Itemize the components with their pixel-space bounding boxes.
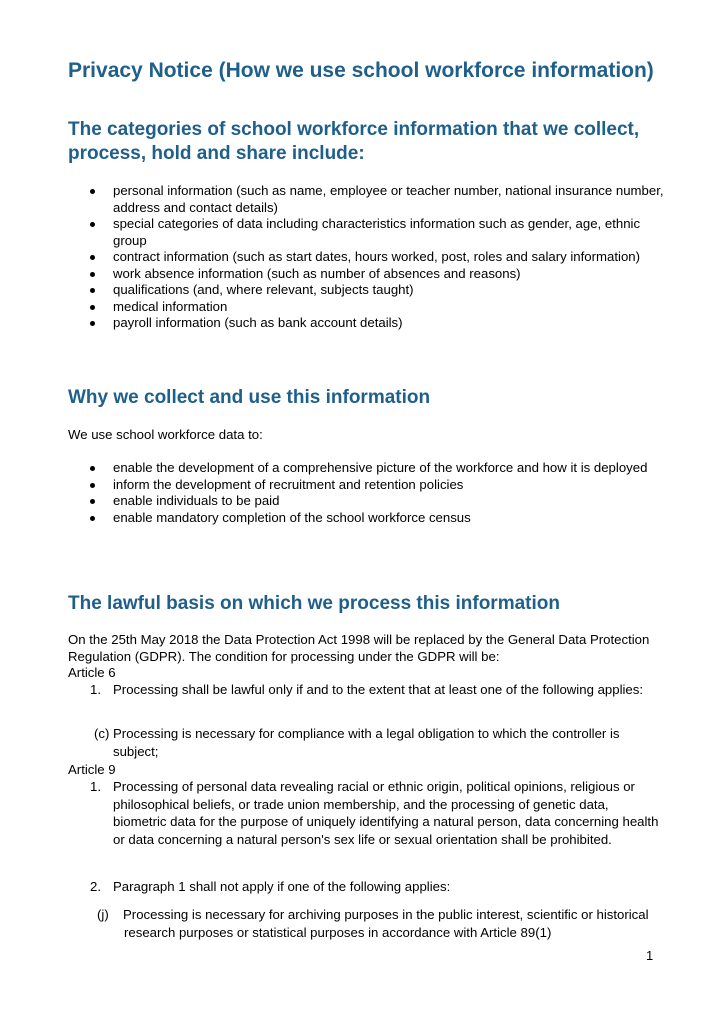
list-item: enable individuals to be paid (0, 493, 724, 510)
list-item: inform the development of recruitment and retention policies (0, 477, 724, 494)
bullet-icon (90, 255, 95, 260)
article-9-label: Article 9 (68, 762, 116, 777)
article-9-item-2-text: Paragraph 1 shall not apply if one of the following applies: (113, 879, 451, 894)
list-marker: (j) (97, 907, 109, 922)
bullet-icon (90, 466, 95, 471)
list-item: personal information (such as name, employee or teacher number, national insurance number, address and contact details) (0, 183, 724, 216)
section-heading-categories: The categories of school workforce information that we collect, process, hold and share include: (68, 119, 640, 164)
list-item: medical information (0, 299, 724, 316)
section-heading-lawful-basis: The lawful basis on which we process this information (68, 593, 560, 614)
bullet-icon (90, 305, 95, 310)
article-6-item-c-text: Processing is necessary for compliance with a legal obligation to which the controller is subject; (113, 726, 620, 759)
page-number: 1 (646, 948, 654, 963)
bullet-icon (90, 288, 95, 293)
article-6-item-1 (0, 681, 724, 699)
article-9-item-1-text: Processing of personal data revealing racial or ethnic origin, political opinions, religious or philosophical beliefs, or trade union membership, and the processing of genetic data, biometric data for the purpose of uniquely identifying a natural person, data concerning health or data concerning a natural person's sex life or sexual orientation shall be prohibited. (113, 779, 659, 847)
list-item: special categories of data including characteristics information such as gender, age, ethnic group (0, 216, 724, 249)
article-9-item-j-text: Processing is necessary for archiving purposes in the public interest, scientific or historical research purposes or statistical purposes in accordance with Article 89(1) (123, 907, 649, 940)
why-intro: We use school workforce data to: (68, 427, 263, 442)
list-item: qualifications (and, where relevant, subjects taught) (0, 282, 724, 299)
list-item: contract information (such as start dates, hours worked, post, roles and salary information) (0, 249, 724, 266)
list-marker: 1. (90, 682, 101, 697)
list-item: payroll information (such as bank account details) (0, 315, 724, 332)
list-item: work absence information (such as number of absences and reasons) (0, 266, 724, 283)
bullet-icon (90, 483, 95, 488)
categories-list (0, 183, 724, 332)
bullet-icon (90, 516, 95, 521)
page-title: Privacy Notice (How we use school workforce information) (68, 59, 654, 82)
list-item: enable the development of a comprehensive picture of the workforce and how it is deployed (0, 460, 724, 477)
list-marker: 1. (90, 779, 101, 794)
bullet-icon (90, 499, 95, 504)
section-heading-why: Why we collect and use this information (68, 387, 431, 408)
bullet-icon (90, 272, 95, 277)
article-9-item-j (0, 906, 724, 941)
uses-list (0, 460, 724, 526)
article-6-item-c (0, 725, 724, 760)
lawful-basis-intro: On the 25th May 2018 the Data Protection Act 1998 will be replaced by the General Data Protection Regulation (GDPR). The condition for processing under the GDPR will be: (68, 632, 650, 664)
list-marker: (c) (94, 726, 110, 741)
bullet-icon (90, 189, 95, 194)
article-9-item-1 (0, 778, 724, 848)
article-6-item-1-text: Processing shall be lawful only if and to the extent that at least one of the following applies: (113, 682, 644, 697)
list-marker: 2. (90, 879, 101, 894)
bullet-icon (90, 222, 95, 227)
bullet-icon (90, 321, 95, 326)
article-6-label: Article 6 (68, 665, 116, 680)
article-9-item-2 (0, 878, 724, 896)
list-item: enable mandatory completion of the school workforce census (0, 510, 724, 527)
